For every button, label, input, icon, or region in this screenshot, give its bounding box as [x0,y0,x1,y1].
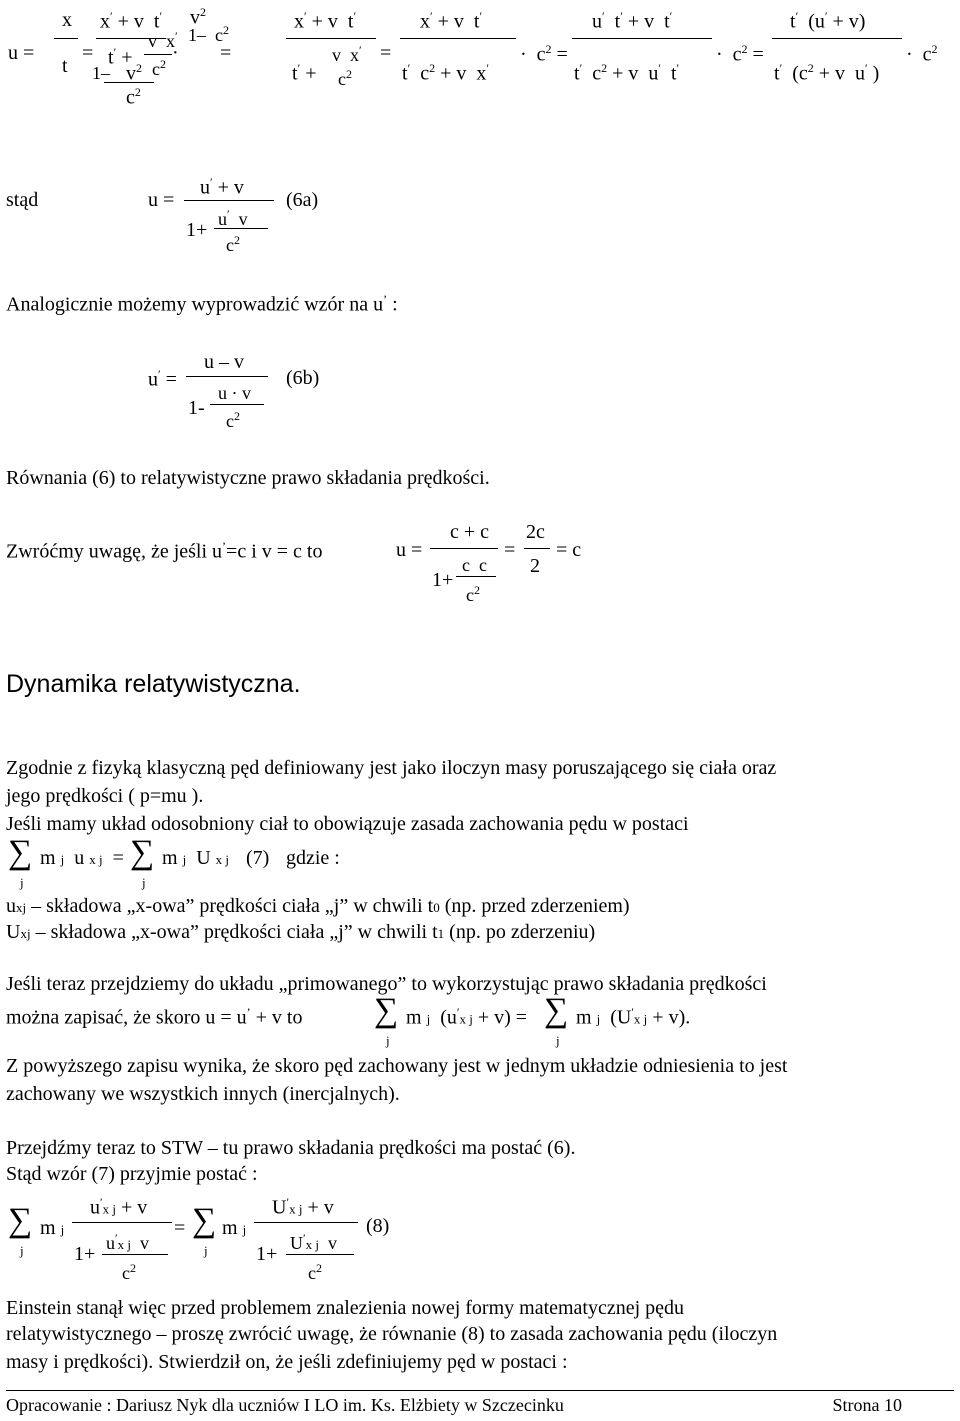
uxj-definition: uxj – składowa „x-owa” prędkości ciała „j” w chwili t0 (np. przed zderzeniem) [6,895,630,917]
Uxj-definition: Uxj – składowa „x-owa” prędkości ciała „j” w chwili t1 (np. po zderzeniu) [6,921,596,943]
paragraph-line: masy i prędkości). Stwierdził on, że jeśli zdefiniujemy pęd w postaci : [6,1351,568,1373]
page-number: Strona 10 [832,1395,902,1415]
analog-line: Analogicznie możemy wyprowadzić wzór na u’ : [6,292,398,316]
paragraph-line: Einstein stanął więc przed problemem znalezienia nowej formy matematycznej pędu [6,1297,685,1319]
section-heading: Dynamika relatywistyczna. [6,670,301,698]
paragraph-line: Stąd wzór (7) przyjmie postać : [6,1163,258,1185]
paragraph-line: jego prędkości ( p=mu ). [6,785,204,807]
paragraph-line: Zgodnie z fizyką klasyczną pęd definiowany jest jako iloczyn masy poruszającego się ciała oraz [6,757,777,779]
paragraph-line: Przejdźmy teraz to STW – tu prawo składania prędkości ma postać (6). [6,1137,576,1159]
paragraph-line: Jeśli teraz przejdziemy do układu „primowanego” to wykorzystując prawo składania prędkości [6,973,767,995]
rownania-line: Równania (6) to relatywistyczne prawo składania prędkości. [6,467,490,489]
stad-label: stąd [6,189,39,211]
paragraph-line: Jeśli mamy układ odosobniony ciał to obowiązuje zasada zachowania pędu w postaci [6,813,689,835]
paragraph-line: relatywistycznego – proszę zwrócić uwagę, że równanie (8) to zasada zachowania pędu (iloczyn [6,1323,778,1345]
document-page: u = x t = x′ + v t′ t′ + v x′ $c^2$ · $v^2$ 1– $c^2$ 1– $v^2$ $c^2$ = x′ + v t′ t′ + v x′ $c^2$ = x′ + v t′ t′ $c^2 + v$ x′ · $c^2$ = u′ t′ + v t′ t′ $c^2 + v$ u′ t′ · $c^2$ = t′ (u′ + v) t′ ($c^2 + v$ u′ ) · $c^2$ stąd u = u′ + v 1+ u′ v $c^2$ (6a) Analogicznie możemy wyprowadzić wzór na u’ : u′ = u – v 1- u · v $c^2$ (6b) Równania (6) to relatywistyczne prawo składania prędkości. Zwróćmy uwagę, że jeśli u’=c i v = c to u = c + c 1+ c c $c^2$ = 2c 2 = c Dynamika relatywistyczna. Zgodnie z fizyką klasyczną pęd definiowany jest jako iloczyn masy poruszającego się ciała oraz jego prędkości ( p=mu ). Jeśli mamy układ odosobniony ciał to obowiązuje zasada zachowania pędu w postaci ∑ j m j u x j = ∑ j m j U x j (7) gdzie : uxj – składowa „x-owa” prędkości ciała „j” w chwili t0 (np. przed zderzeniem) Uxj – składowa „x-owa” prędkości ciała „j” w chwili t1 (np. po zderzeniu) Jeśli teraz przejdziemy do układu „primowanego” to wykorzystując prawo składania prędkości można zapisać, że skoro u = u’ + v to ∑ j m j (u′x j + v) = ∑ j m j (U′x j + v). Z powyższego zapisu wynika, że skoro pęd zachowany jest w jednym układzie odniesienia to jest zachowany we wszystkich innych (inercjalnych). Przejdźmy teraz to STW – tu prawo składania prędkości ma postać (6). Stąd wzór (7) przyjmie postać : ∑ j m j u′x j + v 1+ u′x j v $c^2$ = ∑ j m j U′x j + v 1+ U′x j v $c^2$ (8) Einstein stanął więc przed problemem znalezienia nowej formy matematycznej pędu relatywistycznego – proszę zwrócić uwagę, że równanie (8) to zasada zachowania pędu (iloczyn masy i prędkości). Stwierdził on, że jeśli zdefiniujemy pęd w postaci : Opracowanie : Dariusz Nyk dla uczniów I LO im. Ks. Elżbiety w Szczecinku Strona 10 [0,0,960,1421]
paragraph-line: zachowany we wszystkich innych (inercjalnych). [6,1083,400,1105]
eq-6b-label: (6b) [286,367,320,389]
page-footer [6,1396,954,1414]
footer-rule [6,1390,954,1391]
eq-8-label: (8) [366,1215,390,1237]
paragraph-line: Z powyższego zapisu wynika, że skoro pęd zachowany jest w jednym układzie odniesienia to jest [6,1055,788,1077]
eq-7-label: (7) [246,847,270,869]
eq-6a-label: (6a) [286,189,319,211]
footer-credit: Opracowanie : Dariusz Nyk dla uczniów I LO im. Ks. Elżbiety w Szczecinku [6,1395,564,1415]
